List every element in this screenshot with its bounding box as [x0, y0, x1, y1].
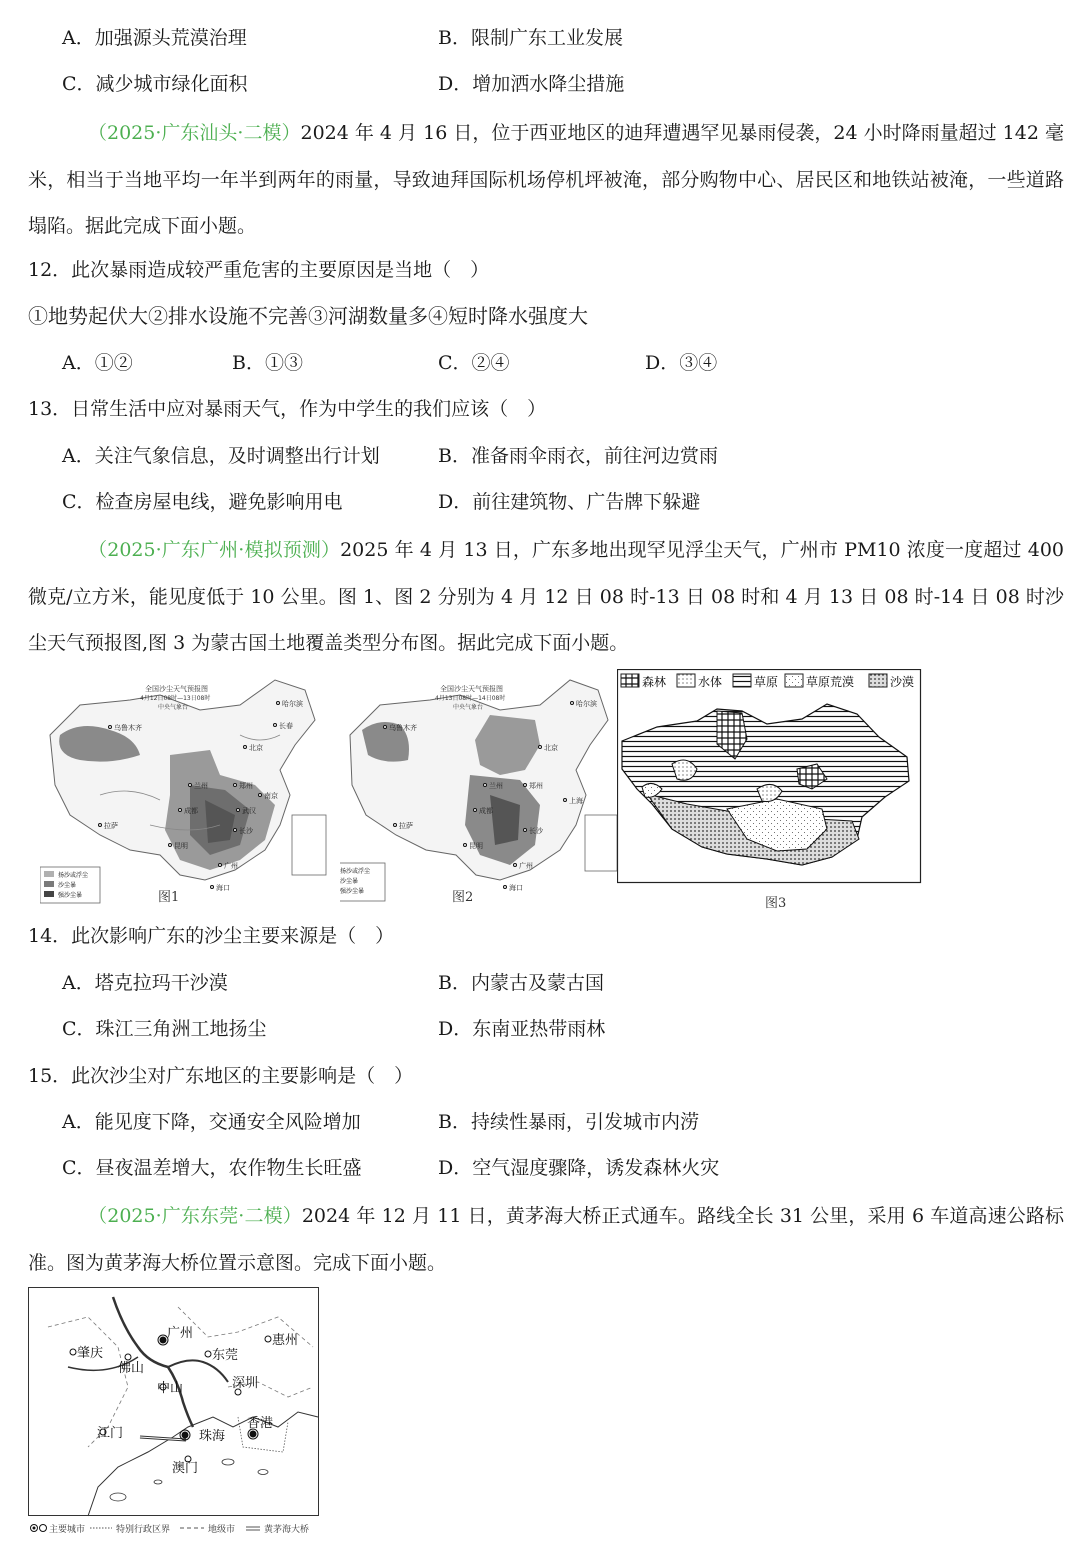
q14-option-c[interactable]: C．珠江三角洲工地扬尘	[62, 1018, 267, 1040]
passage-bridge	[28, 1193, 1064, 1286]
city-marker-icon	[259, 794, 262, 797]
bridge-city-label: 惠州	[272, 1333, 299, 1348]
bridge-city-label: 江门	[97, 1426, 124, 1441]
city-marker-icon	[237, 809, 240, 812]
city-marker-icon	[277, 702, 280, 705]
city-marker-icon	[109, 726, 112, 729]
q12-stem: 12．此次暴雨造成较严重危害的主要原因是当地（ ）	[28, 259, 490, 281]
bridge-city-label: 香港	[247, 1416, 274, 1431]
city-marker-icon	[484, 784, 487, 787]
fig2-legend-1: 扬沙或浮尘	[340, 868, 371, 875]
figure-1-caption: 图1	[158, 890, 180, 905]
figure-1-map	[40, 675, 330, 905]
q12-items: ①地势起伏大②排水设施不完善③河湖数量多④短时降水强度大	[28, 304, 588, 328]
fig3-legend-water: 水体	[698, 675, 723, 689]
q12-option-b[interactable]: B．①③	[232, 352, 303, 374]
figure-2-map	[340, 675, 620, 905]
legend-major-city: 主要城市	[49, 1525, 86, 1535]
city-marker-icon	[571, 702, 574, 705]
q14-stem: 14．此次影响广东的沙尘主要来源是（ ）	[28, 925, 395, 947]
fig3-legend-forest: 森林	[642, 675, 667, 689]
passage-source: （2025·广东汕头·二模）	[88, 122, 301, 144]
q14-option-d[interactable]: D．东南亚热带雨林	[438, 1018, 606, 1040]
q11-option-c[interactable]: C．减少城市绿化面积	[62, 73, 248, 95]
fig2-legend-2: 沙尘暴	[340, 878, 359, 885]
q15-option-c[interactable]: C．昼夜温差增大，农作物生长旺盛	[62, 1157, 362, 1179]
city-marker-icon	[539, 746, 542, 749]
city-marker-icon	[524, 829, 527, 832]
fig1-city-label: 成都	[184, 807, 198, 815]
fig1-legend-3: 强沙尘暴	[58, 892, 83, 899]
passage-dubai	[28, 110, 1064, 250]
bridge-location-map	[28, 1287, 328, 1537]
fig2-city-label: 成都	[479, 807, 493, 815]
fig1-city-label: 兰州	[194, 782, 208, 790]
fig1-city-label: 北京	[249, 744, 263, 752]
q14-option-a[interactable]: A．塔克拉玛干沙漠	[62, 972, 228, 994]
fig3-legend-grassland: 草原	[754, 675, 779, 689]
q15-stem: 15．此次沙尘对广东地区的主要影响是（ ）	[28, 1065, 414, 1087]
q13-option-c[interactable]: C．检查房屋电线，避免影响用电	[62, 491, 343, 513]
city-marker-icon	[160, 1337, 166, 1343]
bridge-city-label: 肇庆	[77, 1346, 104, 1361]
city-marker-icon	[274, 724, 277, 727]
city-marker-icon	[234, 829, 237, 832]
q15-option-d[interactable]: D．空气湿度骤降，诱发森林火灾	[438, 1157, 720, 1179]
city-marker-icon	[564, 799, 567, 802]
q12-option-a[interactable]: A．①②	[62, 352, 133, 374]
bridge-city-label: 深圳	[232, 1376, 259, 1391]
fig1-city-label: 长沙	[239, 827, 253, 835]
south-china-sea-inset	[292, 815, 326, 875]
figure-3-caption: 图3	[765, 896, 787, 911]
south-china-sea-inset	[585, 815, 617, 871]
passage-source: （2025·广东广州·模拟预测）	[88, 539, 341, 561]
bridge-city-label: 广州	[167, 1326, 194, 1341]
bridge-city-label: 澳门	[172, 1461, 199, 1476]
fig1-legend-1: 扬沙或浮尘	[58, 872, 89, 879]
fig3-legend-desert: 沙漠	[890, 675, 915, 689]
city-marker-icon	[179, 809, 182, 812]
fig1-city-label: 昆明	[174, 842, 188, 850]
fig1-city-label: 广州	[224, 862, 238, 870]
bridge-city-label: 东莞	[212, 1348, 239, 1363]
city-marker-icon	[70, 1349, 76, 1355]
city-marker-icon	[244, 746, 247, 749]
passage-source: （2025·广东东莞·二模）	[88, 1205, 302, 1227]
fig2-title: 全国沙尘天气预报图	[440, 685, 503, 693]
fig1-city-label: 乌鲁木齐	[114, 724, 142, 732]
fig1-city-label: 武汉	[242, 807, 256, 815]
figure-2-caption: 图2	[452, 890, 474, 905]
passage-text: 2025 年 4 月 13 日，广东多地出现罕见浮尘天气，广州市 PM10 浓度一度超过 400 微克/立方米，能见度低于 10 公里。图 1、图 2 分别为 4 月 12 日 08 时-13 日 08 时和 4 月 13 日 08 时-14 日 08 时沙尘天气预报图,图 3 为蒙古国土地覆盖类型分布图。据此完成下面小题。	[28, 539, 1064, 654]
city-marker-icon	[205, 1351, 211, 1357]
q11-option-b[interactable]: B．限制广东工业发展	[438, 27, 623, 49]
passage-sandstorm	[28, 527, 1064, 667]
bridge-city-label: 珠海	[199, 1429, 226, 1444]
city-marker-icon	[219, 864, 222, 867]
q13-option-b[interactable]: B．准备雨伞雨衣，前往河边赏雨	[438, 445, 718, 467]
city-marker-icon	[514, 864, 517, 867]
fig2-legend-3: 强沙尘暴	[340, 888, 365, 895]
fig1-city-label: 拉萨	[104, 822, 118, 830]
fig2-city-label: 拉萨	[399, 822, 413, 830]
city-marker-icon	[504, 886, 507, 889]
figure-3-map	[617, 669, 922, 884]
passage-text: 2024 年 4 月 16 日，位于西亚地区的迪拜遭遇罕见暴雨侵袭，24 小时降雨量超过 142 毫米，相当于当地平均一年半到两年的雨量，导致迪拜国际机场停机坪被淹，部分购物中心、居民区和地铁站被淹，一些道路塌陷。据此完成下面小题。	[28, 122, 1064, 237]
fig2-city-label: 上海	[569, 797, 583, 805]
city-marker-icon	[265, 1336, 271, 1342]
fig2-city-label: 长沙	[529, 827, 543, 835]
fig2-city-label: 哈尔滨	[576, 700, 597, 708]
fig2-time: 4月13日08时—14日08时	[435, 695, 506, 702]
city-marker-icon	[394, 824, 397, 827]
fig2-city-label: 北京	[544, 744, 558, 752]
city-marker-icon	[234, 784, 237, 787]
fig1-city-label: 海口	[216, 884, 230, 892]
city-marker-icon	[474, 809, 477, 812]
fig1-city-label: 哈尔滨	[282, 700, 303, 708]
city-marker-icon	[169, 844, 172, 847]
city-marker-icon	[125, 1354, 131, 1360]
city-marker-icon	[189, 784, 192, 787]
q13-option-d[interactable]: D．前往建筑物、广告牌下躲避	[438, 491, 701, 513]
fig2-city-label: 广州	[519, 862, 533, 870]
legend-bridge: 黄茅海大桥	[264, 1525, 310, 1535]
bridge-city-label: 佛山	[118, 1361, 145, 1376]
city-marker-icon	[250, 1431, 256, 1437]
city-marker-icon	[211, 886, 214, 889]
legend-prefecture: 地级市	[208, 1525, 236, 1535]
fig1-org: 中央气象台	[158, 704, 189, 711]
fig1-city-label: 长春	[279, 722, 293, 730]
bridge-city-label: 中山	[157, 1381, 184, 1396]
city-marker-icon	[524, 784, 527, 787]
q14-option-b[interactable]: B．内蒙古及蒙古国	[438, 972, 604, 994]
fig2-city-label: 乌鲁木齐	[389, 724, 417, 732]
city-marker-icon	[384, 726, 387, 729]
city-marker-icon	[464, 844, 467, 847]
q11-option-a[interactable]: A．加强源头荒漠治理	[62, 27, 247, 49]
fig1-title: 全国沙尘天气预报图	[145, 685, 208, 693]
city-marker-icon	[182, 1432, 188, 1438]
q13-stem: 13．日常生活中应对暴雨天气，作为中学生的我们应该（ ）	[28, 398, 547, 420]
fig1-time: 4月12日08时—13日08时	[140, 695, 211, 702]
fig2-city-label: 昆明	[469, 842, 483, 850]
fig2-city-label: 郑州	[529, 782, 543, 790]
fig2-city-label: 海口	[509, 884, 523, 892]
q12-option-c[interactable]: C．②④	[438, 352, 510, 374]
passage-text: 2024 年 12 月 11 日，黄茅海大桥正式通车。路线全长 31 公里，采用 6 车道高速公路标准。图为黄茅海大桥位置示意图。完成下面小题。	[28, 1205, 1064, 1274]
fig2-city-label: 兰州	[489, 782, 503, 790]
fig2-org: 中央气象台	[453, 704, 484, 711]
q12-option-d[interactable]: D．③④	[645, 352, 718, 374]
q11-option-d[interactable]: D．增加洒水降尘措施	[438, 73, 625, 95]
legend-sar-boundary: 特别行政区界	[116, 1525, 171, 1535]
fig1-city-label: 南京	[264, 792, 278, 800]
fig1-legend-2: 沙尘暴	[58, 882, 77, 889]
q13-option-a[interactable]: A．关注气象信息，及时调整出行计划	[62, 445, 380, 467]
q15-option-a[interactable]: A．能见度下降，交通安全风险增加	[62, 1111, 361, 1133]
city-marker-icon	[99, 824, 102, 827]
q15-option-b[interactable]: B．持续性暴雨，引发城市内涝	[438, 1111, 699, 1133]
fig3-legend-steppe-desert: 草原荒漠	[806, 675, 855, 689]
fig1-city-label: 郑州	[239, 782, 253, 790]
